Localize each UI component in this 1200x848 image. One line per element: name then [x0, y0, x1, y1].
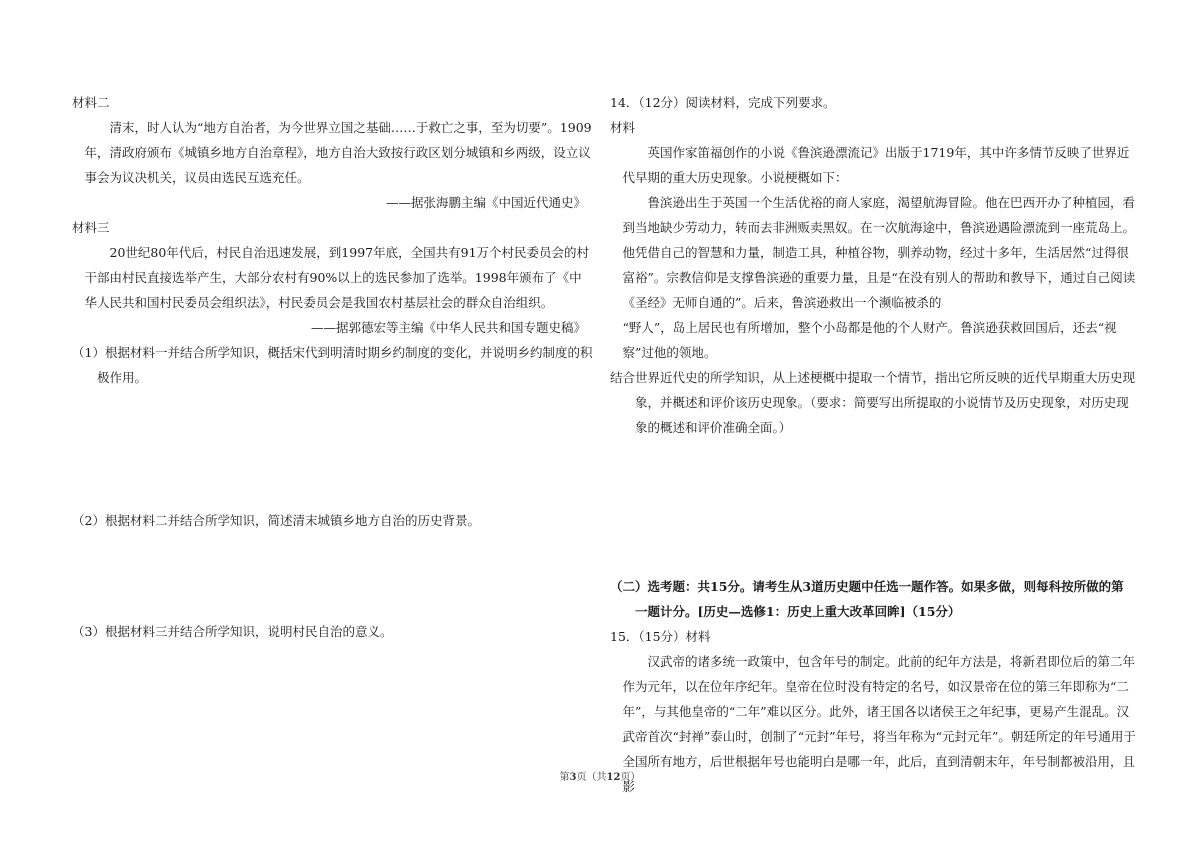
- material-3-source: ——据郭德宏等主编《中华人民共和国专题史稿》: [310, 320, 586, 335]
- question-14-task: 结合世界近代史的所学知识，从上述梗概中提取一个情节，指出它所反映的近代早期重大历史现象，并概述和评价该历史现象。（要求：简要写出所提取的小说情节及历史现象，对历史现象的概述和评价准确全面。）: [610, 370, 1136, 435]
- page-footer: [0, 771, 1200, 785]
- right-column: [610, 90, 1136, 799]
- question-14-intro: 英国作家笛福创作的小说《鲁滨逊漂流记》出版于1719年，其中许多情节反映了世界近代早期的重大历史现象。小说梗概如下：: [622, 145, 1130, 185]
- question-14-material-label: 材料: [610, 120, 636, 135]
- question-3: （3）根据材料三并结合所学知识，说明村民自治的意义。: [72, 624, 393, 639]
- question-14-heading: 14．（12分）阅读材料，完成下列要求。: [610, 95, 836, 110]
- question-2: （2）根据材料二并结合所学知识，简述清末城镇乡地方自治的历史背景。: [72, 513, 480, 528]
- question-15-text: 汉武帝的诸多统一政策中，包含年号的制定。此前的纪年方法是，将新君即位后的第二年作为元年，以在位年序纪年。皇帝在位时没有特定的名号，如汉景帝在位的第三年即称为“二年”，与其他皇帝的“二年”难以区分。此外，诸王国各以诸侯王之年纪事，更易产生混乱。汉武帝首次“封禅”泰山时，创制了“元封”年号，将当年称为“元封元年”。朝廷所定的年号通用于全国所有地方，后世根据年号也能明白是哪一年，此后，直到清朝末年，年号制都被沿用，且影: [622, 654, 1136, 794]
- footer-prefix: 第: [559, 772, 570, 783]
- question-15-heading: 15．（15分）材料: [610, 629, 711, 644]
- left-column: [72, 90, 594, 644]
- answer-space-14: [610, 440, 1136, 574]
- answer-space-1: [72, 390, 594, 508]
- footer-suffix: 页）: [620, 772, 641, 783]
- answer-space-2: [72, 533, 594, 619]
- material-2-source: ——据张海鹏主编《中国近代通史》: [385, 195, 586, 210]
- material-2-label: 材料二: [72, 95, 110, 110]
- material-3-text: 20世纪80年代后，村民自治迅速发展，到1997年底，全国共有91万个村民委员会的村干部由村民直接选举产生，大部分农村有90%以上的选民参加了选举。1998年颁布了《中华人民共和国村民委员会组织法》，村民委员会是我国农村基层社会的群众自治组织。: [84, 245, 590, 310]
- footer-page-number: 3: [569, 772, 577, 783]
- material-2-text: 清末，时人认为“地方自治者，为今世界立国之基础……于救亡之事，至为切要”。1909年，清政府颁布《城镇乡地方自治章程》，地方自治大致按行政区划分城镇和乡两级，设立议事会为议决机关，议员由选民互选充任。: [84, 120, 592, 185]
- elective-section-heading: （二）选考题：共15分。请考生从3道历史题中任选一题作答。如果多做，则每科按所做的第一题计分。[历史—选修1：历史上重大改革回眸]（15分）: [610, 579, 1124, 619]
- footer-total-pages: 12: [606, 772, 621, 783]
- footer-middle: 页（共: [576, 772, 607, 783]
- material-3-label: 材料三: [72, 220, 110, 235]
- question-14-synopsis-cont: “野人”，岛上居民也有所增加，整个小岛都是他的个人财产。鲁滨逊获救回国后，还去“视察”过他的领地。: [622, 320, 1117, 360]
- question-1: （1）根据材料一并结合所学知识，概括宋代到明清时期乡约制度的变化，并说明乡约制度的积极作用。: [72, 345, 593, 385]
- question-14-synopsis: 鲁滨逊出生于英国一个生活优裕的商人家庭，渴望航海冒险。他在巴西开办了种植园，看到当地缺少劳动力，转而去非洲贩卖黑奴。在一次航海途中，鲁滨逊遇险漂流到一座荒岛上。他凭借自己的智慧和力量，制造工具，种植谷物，驯养动物，经过十多年，生活居然“过得很富裕”。宗教信仰是支撑鲁滨逊的重要力量，且是“在没有别人的帮助和教导下，通过自己阅读《圣经》无师自通的”。后来，鲁滨逊救出一个濒临被杀的: [622, 195, 1136, 310]
